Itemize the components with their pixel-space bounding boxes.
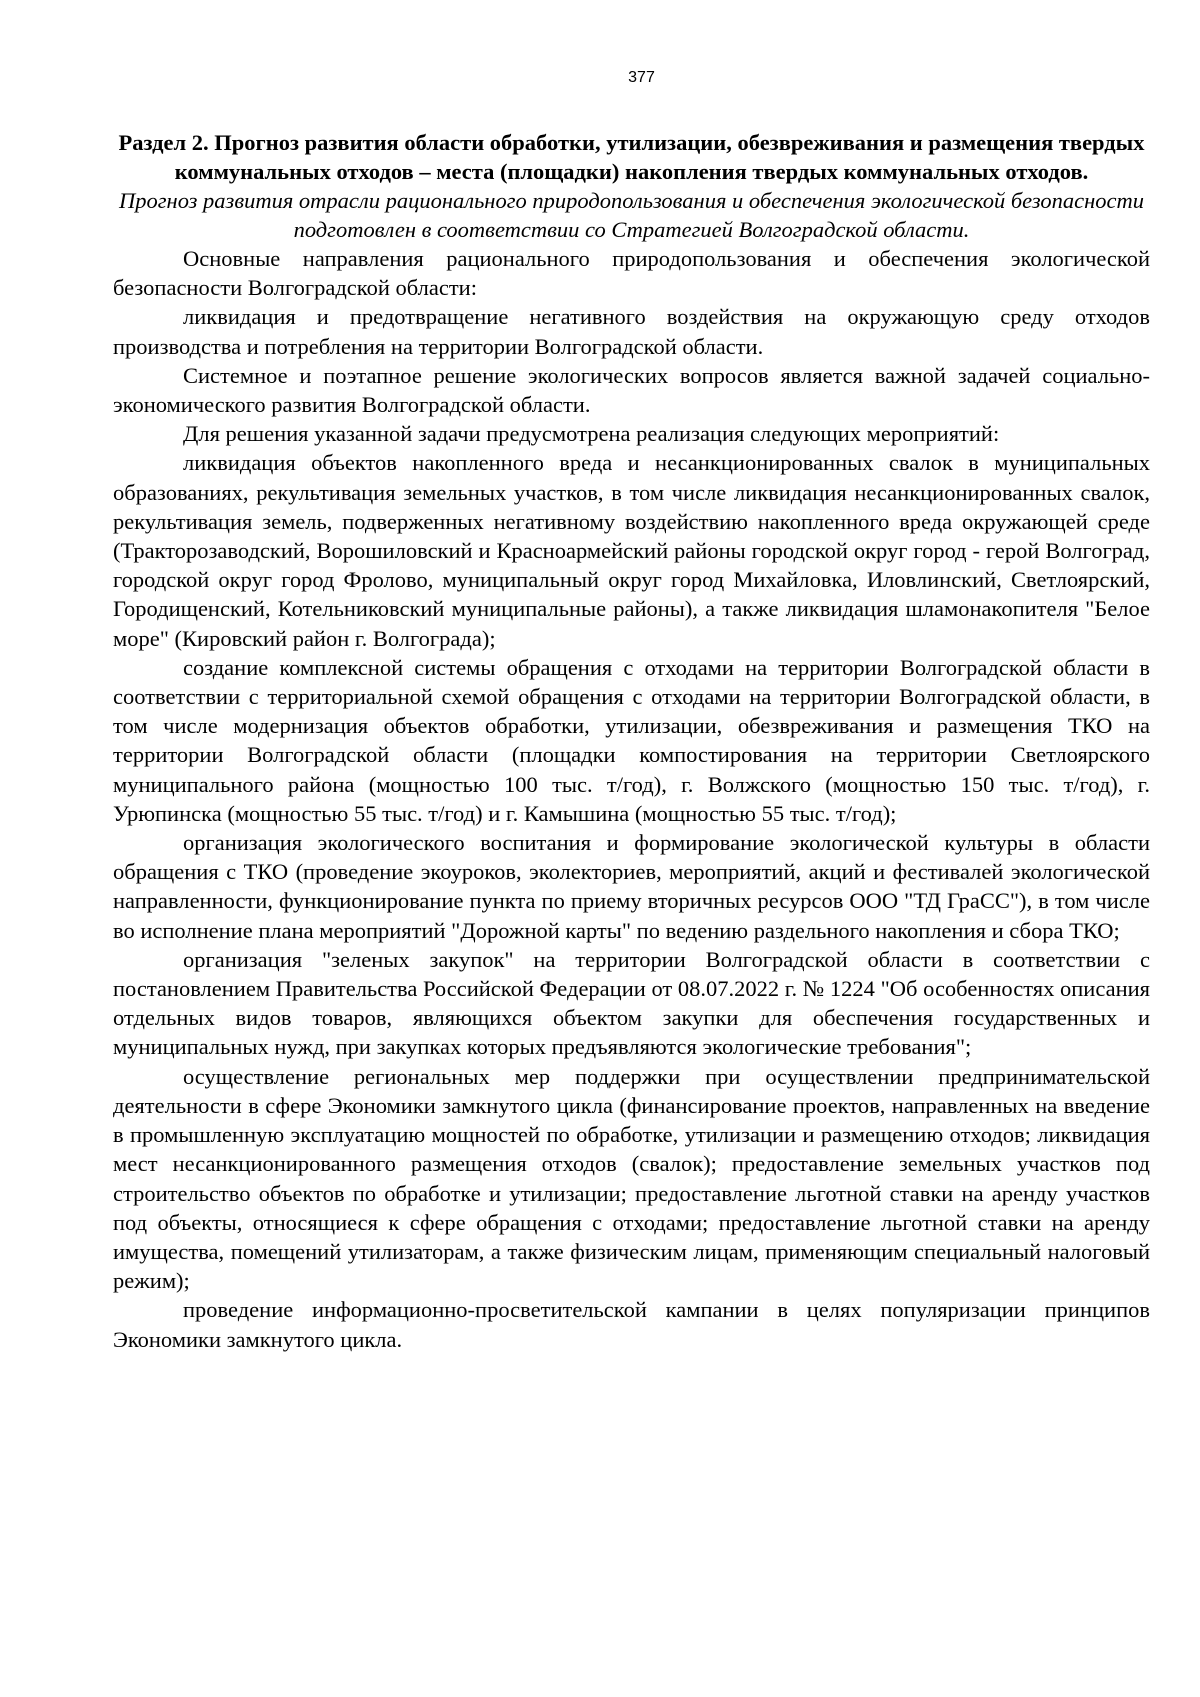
paragraph: проведение информационно-просветительской кампании в целях популяризации принципов Экономики замкнутого цикла.	[113, 1297, 1150, 1352]
paragraph: ликвидация объектов накопленного вреда и несанкционированных свалок в муниципальных образованиях, рекультивация земельных участков, в том числе ликвидация несанкционированных свалок, рекультивация земель, подверженных негативному воздействию накопленного вреда окружающей среде (Тракторозаводский, Ворошиловский и Красноармейский районы городской округ город - герой Волгоград, городской округ город Фролово, муниципальный округ город Михайловка, Иловлинский, Светлоярский, Городищенский, Котельниковский муниципальные районы), а также ликвидация шламонакопителя "Белое море" (Кировский район г. Волгограда);	[113, 450, 1150, 651]
paragraph: создание комплексной системы обращения с отходами на территории Волгоградской области в соответствии с территориальной схемой обращения с отходами на территории Волгоградской области, в том числе модернизация объектов обработки, утилизации, обезвреживания и размещения ТКО на территории Волгоградской области (площадки компостирования на территории Светлоярского муниципального района (мощностью 100 тыс. т/год), г. Волжского (мощностью 150 тыс. т/год), г. Урюпинска (мощностью 55 тыс. т/год) и г. Камышина (мощностью 55 тыс. т/год);	[113, 654, 1150, 826]
section-subheading: Прогноз развития отрасли рационального природопользования и обеспечения экологической безопасности подготовлен в соответствии со Стратегией Волгоградской области.	[119, 188, 1144, 242]
paragraph: Для решения указанной задачи предусмотрена реализация следующих мероприятий:	[183, 421, 1000, 447]
paragraph: организация "зеленых закупок" на территории Волгоградской области в соответствии с постановлением Правительства Российской Федерации от 08.07.2022 г. № 1224 "Об особенностях описания отдельных видов товаров, являющихся объектом закупки для обеспечения государственных и муниципальных нужд, при закупках которых предъявляются экологические требования";	[113, 946, 1150, 1060]
paragraph: осуществление региональных мер поддержки при осуществлении предпринимательской деятельности в сфере Экономики замкнутого цикла (финансирование проектов, направленных на введение в промышленную эксплуатацию мощностей по обработке, утилизации и размещению отходов; ликвидация мест несанкционированного размещения отходов (свалок); предоставление земельных участков под строительство объектов по обработке и утилизации; предоставление льготной ставки на аренду участков под объекты, относящиеся к сфере обращения с отходами; предоставление льготной ставки на аренду имущества, помещений утилизаторам, а также физическим лицам, применяющим специальный налоговый режим);	[113, 1063, 1150, 1294]
page-number: 377	[628, 69, 655, 86]
paragraph: Основные направления рационального природопользования и обеспечения экологической безопасности Волгоградской области:	[113, 246, 1150, 301]
paragraph: организация экологического воспитания и формирование экологической культуры в области обращения с ТКО (проведение экоуроков, эколекториев, мероприятий, акций и фестивалей экологической направленности, функционирование пункта по приему вторичных ресурсов ООО "ТД ГраСС"), в том числе во исполнение плана мероприятий "Дорожной карты" по ведению раздельного накопления и сбора ТКО;	[113, 830, 1150, 943]
paragraph: Системное и поэтапное решение экологических вопросов является важной задачей социально-экономического развития Волгоградской области.	[113, 362, 1150, 418]
paragraph: ликвидация и предотвращение негативного воздействия на окружающую среду отходов производства и потребления на территории Волгоградской области.	[113, 304, 1150, 359]
body-text	[113, 244, 1150, 1354]
section-heading: Раздел 2. Прогноз развития области обработки, утилизации, обезвреживания и размещения твердых коммунальных отходов – места (площадки) накопления твердых коммунальных отходов.	[118, 130, 1145, 184]
